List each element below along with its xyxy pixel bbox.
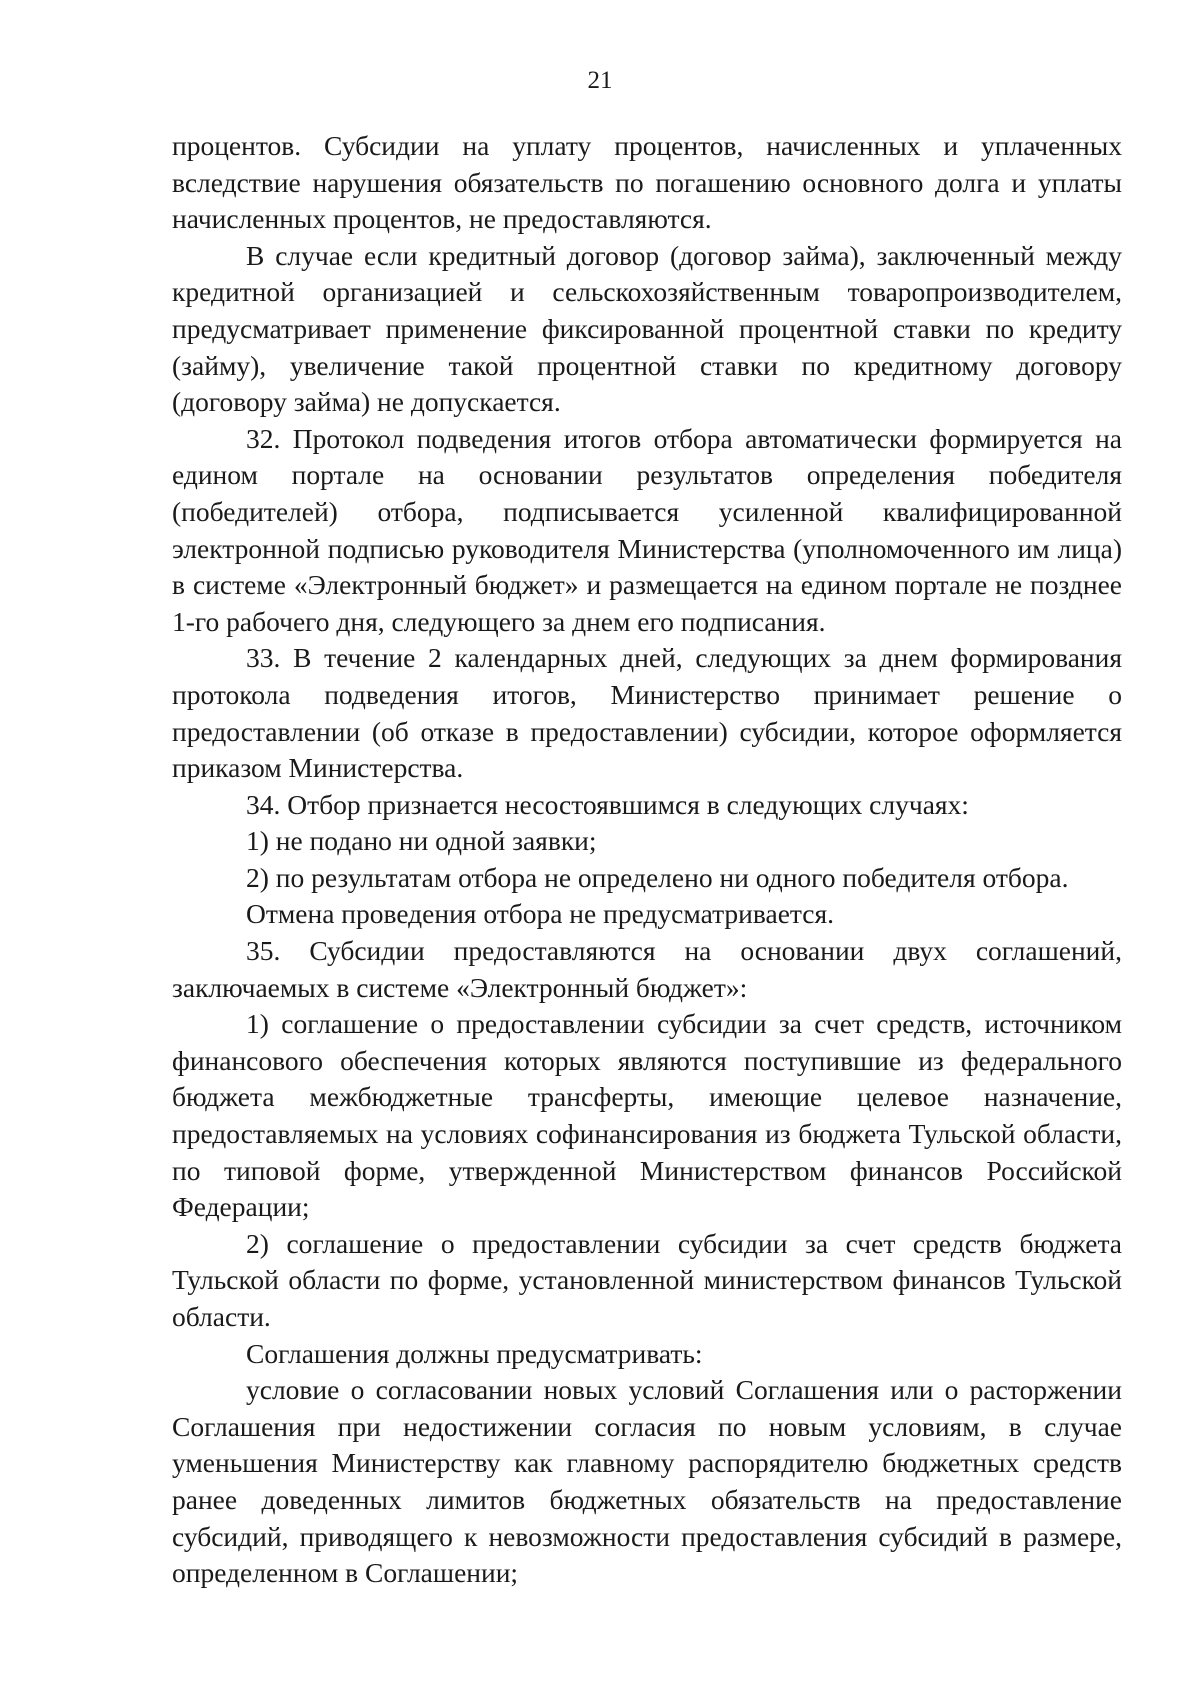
paragraph-agreements-heading: Соглашения должны предусматривать: [246, 1337, 703, 1369]
paragraph-34-item-1: 1) не подано ни одной заявки; [246, 825, 597, 857]
paragraph-35: 35. Субсидии предоставляются на основании двух соглашений, заключаемых в системе «Электронный бюджет»: [172, 935, 1122, 1003]
paragraph-35-item-1: 1) соглашение о предоставлении субсидии за счет средств, источником финансового обеспечения которых являются поступившие из федерального бюджета межбюджетные трансферты, имеющие целевое назначение, предоставляемых на условиях софинансирования из бюджета Тульской области, по типовой форме, утвержденной Министерством финансов Российской Федерации; [172, 1008, 1122, 1223]
paragraph-32: 32. Протокол подведения итогов отбора автоматически формируется на едином портале на основании результатов определения победителя (победителей) отбора, подписывается усиленной квалифицированной электронной подписью руководителя Министерства (уполномоченного им лица) в системе «Электронный бюджет» и размещается на едином портале не позднее 1-го рабочего дня, следующего за днем его подписания. [172, 422, 1122, 637]
paragraph-agreements-condition: условие о согласовании новых условий Соглашения или о расторжении Соглашения при недостижении согласия по новым условиям, в случае уменьшения Министерству как главному распорядителю бюджетных средств ранее доведенных лимитов бюджетных обязательств на предоставление субсидий, приводящего к невозможности предоставления субсидий в размере, определенном в Соглашении; [172, 1374, 1122, 1589]
paragraph-34: 34. Отбор признается несостоявшимся в следующих случаях: [246, 788, 969, 820]
paragraph-33: 33. В течение 2 календарных дней, следующих за днем формирования протокола подведения итогов, Министерство принимает решение о предоставлении (об отказе в предоставлении) субсидии, которое оформляется приказом Министерства. [172, 642, 1122, 784]
paragraph-34-item-2: 2) по результатам отбора не определено ни одного победителя отбора. [246, 861, 1069, 893]
paragraph-cancel-note: Отмена проведения отбора не предусматривается. [246, 898, 835, 930]
paragraph-35-item-2: 2) соглашение о предоставлении субсидии за счет средств бюджета Тульской области по форме, установленной министерством финансов Тульской области. [172, 1227, 1122, 1332]
paragraph-fixed-rate: В случае если кредитный договор (договор займа), заключенный между кредитной организацией и сельскохозяйственным товаропроизводителем, предусматривает применение фиксированной процентной ставки по кредиту (займу), увеличение такой процентной ставки по кредитному договору (договору займа) не допускается. [172, 239, 1122, 418]
document-body [172, 128, 1122, 1592]
paragraph-continuation: процентов. Субсидии на уплату процентов, начисленных и уплаченных вследствие нарушения обязательств по погашению основного долга и уплаты начисленных процентов, не предоставляются. [172, 130, 1122, 235]
page-number: 21 [587, 67, 613, 94]
